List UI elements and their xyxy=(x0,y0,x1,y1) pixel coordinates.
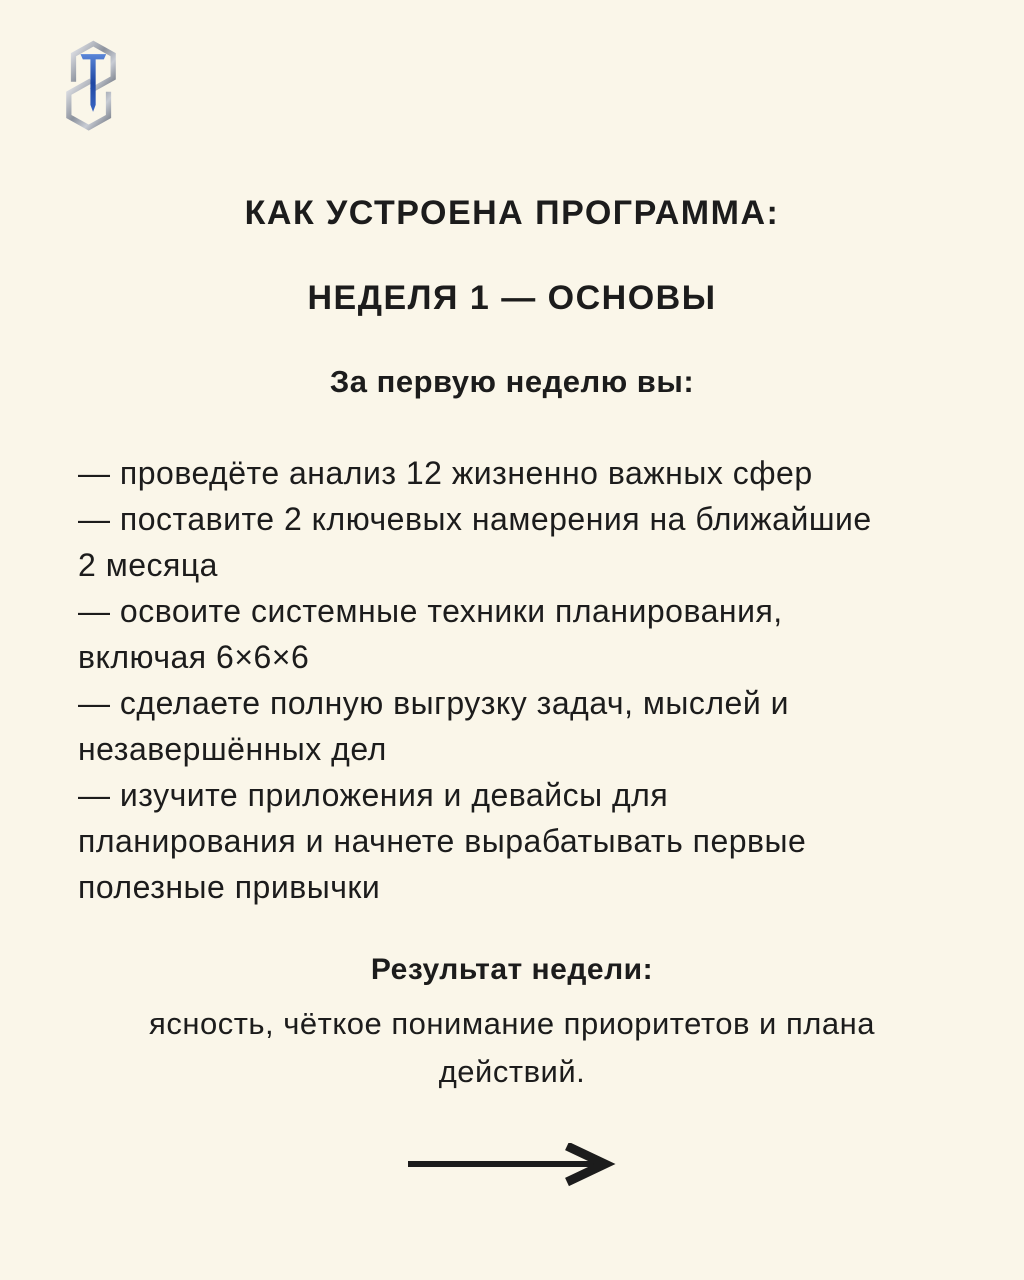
list-item-line: — проведёте анализ 12 жизненно важных сфер xyxy=(78,455,813,491)
list-item-line: включая 6×6×6 xyxy=(78,639,310,675)
list-item-line: 2 месяца xyxy=(78,547,218,583)
list-item-line: — изучите приложения и девайсы для xyxy=(78,777,669,813)
list-item xyxy=(78,680,968,772)
list-item xyxy=(78,588,968,680)
page-title: КАК УСТРОЕНА ПРОГРАММА: xyxy=(244,194,780,232)
list-item-line: — сделаете полную выгрузку задач, мыслей и xyxy=(78,685,789,721)
page-subtitle: НЕДЕЛЯ 1 — ОСНОВЫ xyxy=(307,279,717,317)
brand-logo xyxy=(56,38,126,132)
list-item-line: — поставите 2 ключевых намерения на ближайшие xyxy=(78,501,872,537)
list-item-line: планирования и начнете вырабатывать первые xyxy=(78,823,807,859)
result-text xyxy=(92,1000,932,1096)
list-item xyxy=(78,450,968,496)
lead-heading: За первую неделю вы: xyxy=(329,364,695,399)
result-text-line: действий. xyxy=(438,1054,586,1089)
list-item-line: полезные привычки xyxy=(78,869,381,905)
list-item xyxy=(78,496,968,588)
right-arrow-icon xyxy=(405,1143,620,1187)
week-goals-list xyxy=(78,450,968,910)
list-item xyxy=(78,772,968,910)
result-text-line: ясность, чёткое понимание приоритетов и плана xyxy=(149,1006,875,1041)
list-item-line: незавершённых дел xyxy=(78,731,387,767)
result-heading: Результат недели: xyxy=(370,953,654,986)
hexagon-s-logo-icon xyxy=(56,38,126,132)
list-item-line: — освоите системные техники планирования, xyxy=(78,593,783,629)
next-slide-arrow xyxy=(405,1143,620,1187)
